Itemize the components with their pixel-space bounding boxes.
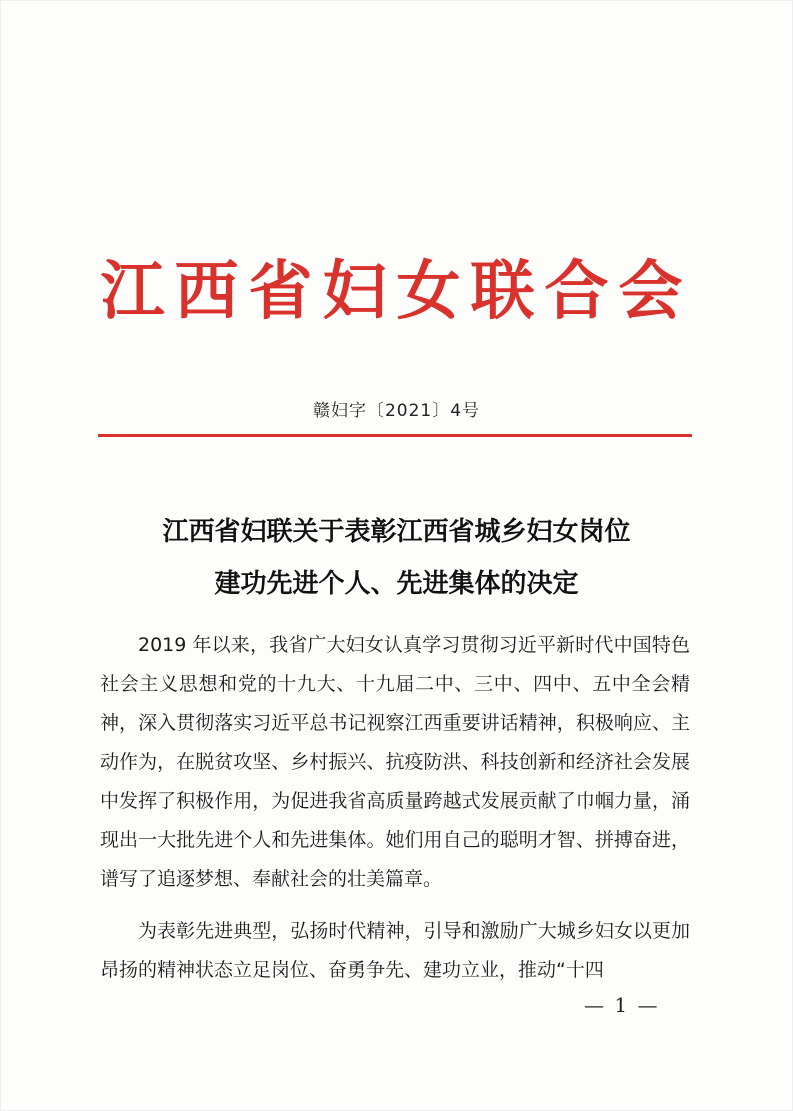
red-divider-line	[98, 434, 692, 437]
title-line-2: 建功先进个人、先进集体的决定	[214, 569, 579, 599]
title-line-1: 江西省妇联关于表彰江西省城乡妇女岗位	[162, 517, 631, 547]
document-title	[0, 506, 793, 610]
issuer-masthead: 江西省妇女联合会	[100, 254, 693, 329]
page-number: — 1 —	[584, 993, 660, 1017]
document-number: 赣妇字〔2021〕4号	[312, 401, 481, 421]
body-paragraph-2: 为表彰先进典型，弘扬时代精神，引导和激励广大城乡妇女以更加昂扬的精神状态立足岗位、奋勇争先、建功立业，推动“十四	[100, 920, 690, 981]
document-body	[100, 626, 690, 990]
body-paragraph-1: 2019 年以来，我省广大妇女认真学习贯彻习近平新时代中国特色社会主义思想和党的十九大、十九届二中、三中、四中、五中全会精神，深入贯彻落实习近平总书记视察江西重要讲话精神，积极响应、主动作为，在脱贫攻坚、乡村振兴、抗疫防洪、科技创新和经济社会发展中发挥了积极作用，为促进我省高质量跨越式发展贡献了巾帼力量，涌现出一大批先进个人和先进集体。她们用自己的聪明才智、拼搏奋进，谱写了追逐梦想、奉献社会的壮美篇章。	[100, 634, 690, 890]
